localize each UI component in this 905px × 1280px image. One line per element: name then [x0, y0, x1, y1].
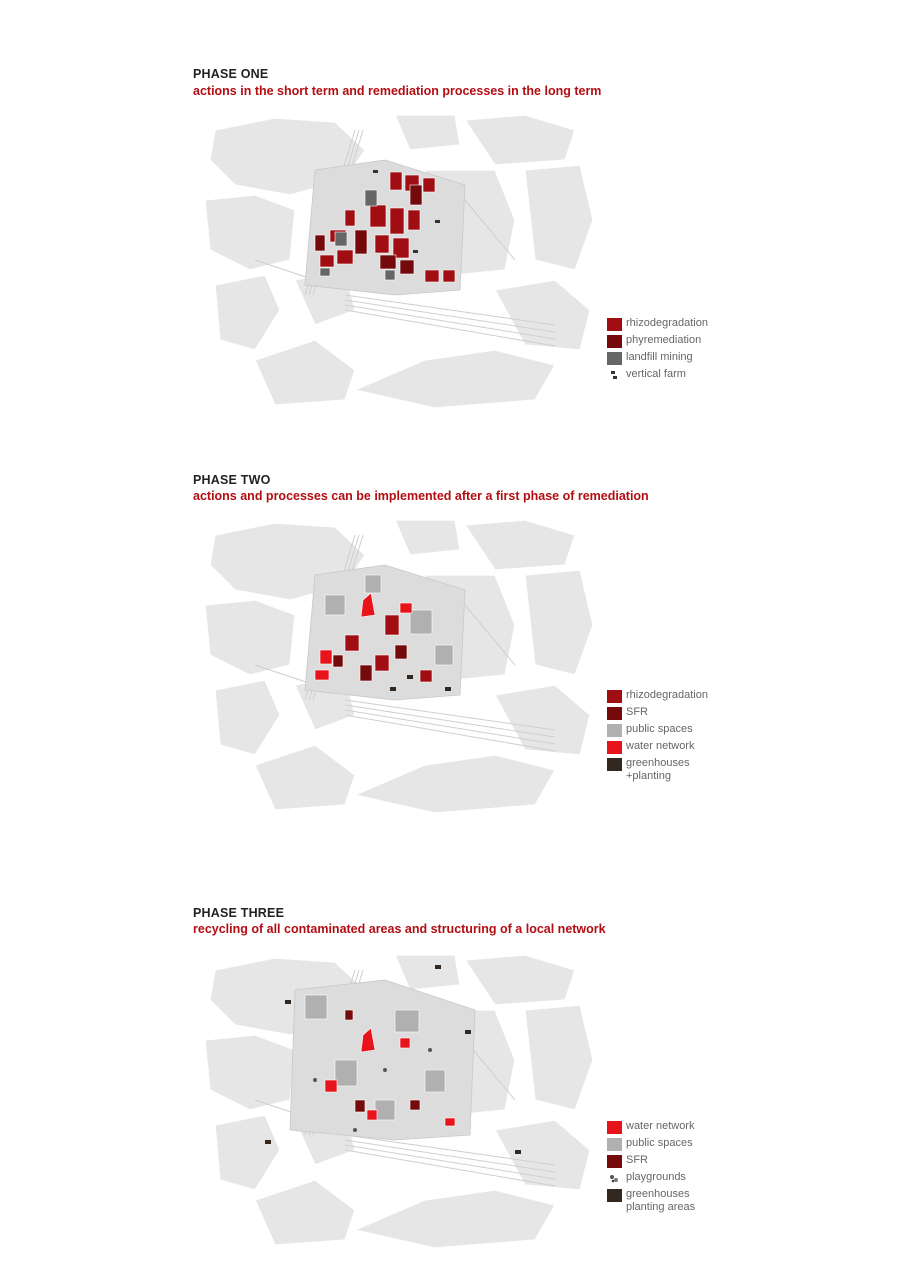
phase-three-legend — [607, 1119, 807, 1221]
phase-title: PHASE TWO — [193, 473, 271, 487]
legend-item — [607, 1153, 807, 1170]
playground-icon — [607, 1172, 622, 1185]
phase-subtitle: actions and processes can be implemented after a first phase of remediation — [193, 489, 649, 503]
legend-item — [607, 350, 807, 367]
legend-label: water network — [626, 1120, 695, 1132]
legend-item — [607, 688, 807, 705]
greenhouses-swatch — [607, 758, 622, 771]
legend-item — [607, 739, 807, 756]
legend-item — [607, 316, 807, 333]
legend-item — [607, 705, 807, 722]
public-spaces-swatch — [607, 724, 622, 737]
legend-label: SFR — [626, 1154, 648, 1166]
phase-title: PHASE THREE — [193, 906, 285, 920]
sfr-swatch — [607, 1155, 622, 1168]
legend-label: greenhouses planting areas — [626, 1188, 696, 1213]
legend-label: rhizodegradation — [626, 317, 708, 329]
legend-label: greenhouses +planting — [626, 757, 690, 782]
legend-label: SFR — [626, 706, 648, 718]
sfr-swatch — [607, 707, 622, 720]
water-network-swatch — [607, 1121, 622, 1134]
phase-two-legend — [607, 688, 807, 790]
phase-two-map — [195, 515, 595, 815]
legend-label: public spaces — [626, 1137, 693, 1149]
legend-label: playgrounds — [626, 1171, 686, 1183]
phase-three-map — [195, 950, 595, 1250]
vertical-farm-icon — [607, 369, 622, 382]
legend-label: landfill mining — [626, 351, 693, 363]
legend-item — [607, 1136, 807, 1153]
landfill-mining-swatch — [607, 352, 622, 365]
phase-one-legend — [607, 316, 807, 384]
phase-subtitle: recycling of all contaminated areas and structuring of a local network — [193, 922, 606, 936]
phyremediation-swatch — [607, 335, 622, 348]
greenhouses-swatch — [607, 1189, 622, 1202]
public-spaces-swatch — [607, 1138, 622, 1151]
legend-label: vertical farm — [626, 368, 686, 380]
phase-one-map — [195, 110, 595, 410]
legend-item — [607, 1170, 807, 1187]
legend-label: public spaces — [626, 723, 693, 735]
phase-subtitle: actions in the short term and remediation processes in the long term — [193, 84, 602, 98]
legend-label: water network — [626, 740, 695, 752]
legend-item — [607, 333, 807, 350]
legend-item — [607, 756, 807, 790]
legend-item — [607, 1119, 807, 1136]
water-network-swatch — [607, 741, 622, 754]
legend-label: phyremediation — [626, 334, 702, 346]
rhizodegradation-swatch — [607, 318, 622, 331]
legend-item — [607, 722, 807, 739]
rhizodegradation-swatch — [607, 690, 622, 703]
legend-item — [607, 367, 807, 384]
phase-title: PHASE ONE — [193, 67, 269, 81]
legend-item — [607, 1187, 807, 1221]
legend-label: rhizodegradation — [626, 689, 708, 701]
